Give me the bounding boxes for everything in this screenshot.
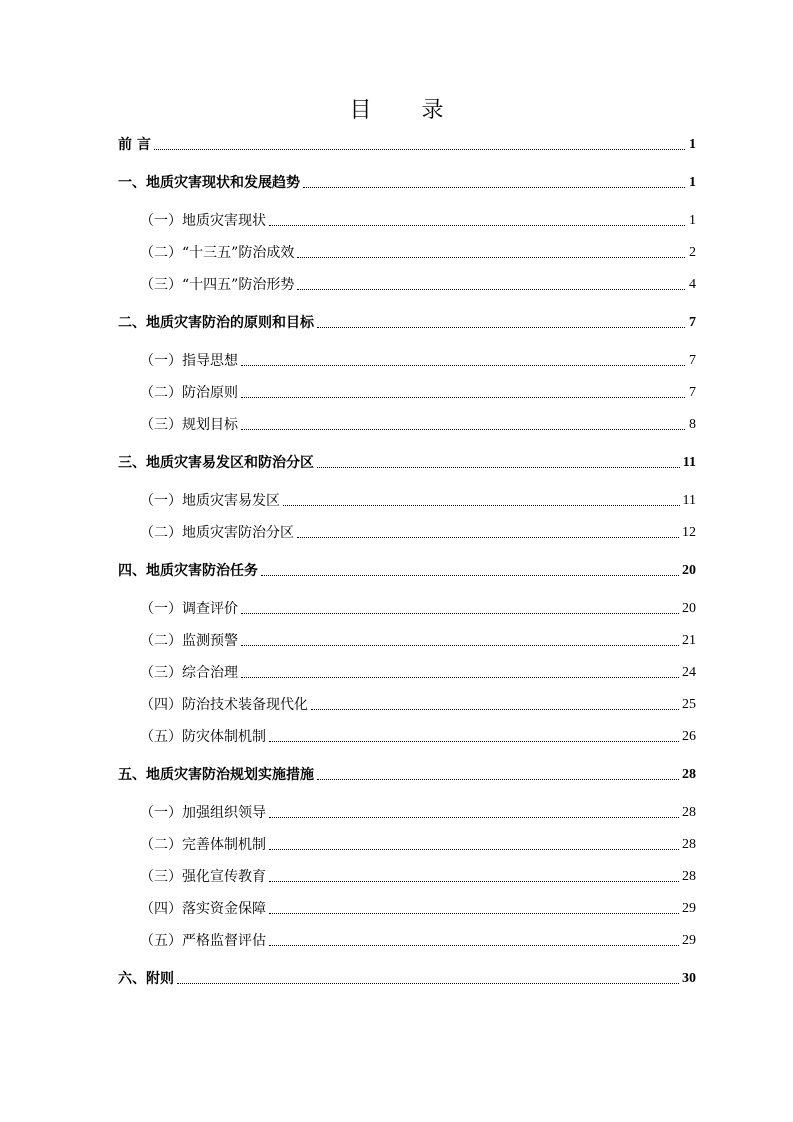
toc-entry-label: 一、地质灾害现状和发展趋势	[118, 175, 300, 191]
toc-chapter-entry[interactable]	[118, 448, 696, 472]
toc-entry-label: （一）指导思想	[140, 353, 238, 369]
toc-section-entry[interactable]	[118, 658, 696, 682]
toc-entry-page-number: 29	[682, 933, 696, 948]
toc-entry-page-number: 28	[682, 837, 696, 852]
toc-entry-page-number: 1	[689, 137, 696, 152]
toc-section-entry[interactable]	[118, 238, 696, 262]
toc-dot-leader	[269, 944, 679, 946]
toc-section-entry[interactable]	[118, 270, 696, 294]
toc-entry-page-number: 8	[689, 417, 696, 432]
toc-chapter-entry[interactable]	[118, 760, 696, 784]
toc-section-entry[interactable]	[118, 346, 696, 370]
toc-dot-leader	[269, 848, 679, 850]
toc-entry-page-number: 11	[682, 493, 696, 508]
toc-dot-leader	[241, 612, 679, 614]
toc-section-entry[interactable]	[118, 626, 696, 650]
toc-entry-page-number: 28	[682, 767, 696, 782]
toc-entry-label: 三、地质灾害易发区和防治分区	[118, 455, 314, 471]
toc-dot-leader	[241, 676, 679, 678]
toc-entry-label: （一）加强组织领导	[140, 805, 266, 821]
toc-entry-page-number: 12	[682, 525, 696, 540]
toc-chapter-entry[interactable]	[118, 130, 696, 154]
toc-entry-page-number: 1	[689, 213, 696, 228]
toc-entry-label: （二）“十三五”防治成效	[140, 245, 295, 261]
toc-dot-leader	[154, 148, 685, 150]
toc-entry-label: 五、地质灾害防治规划实施措施	[118, 767, 314, 783]
toc-section-entry[interactable]	[118, 378, 696, 402]
toc-dot-leader	[241, 364, 685, 366]
toc-entry-page-number: 24	[682, 665, 696, 680]
toc-title	[0, 96, 793, 126]
toc-dot-leader	[317, 326, 685, 328]
toc-entry-label: （二）防治原则	[140, 385, 238, 401]
toc-entry-page-number: 26	[682, 729, 696, 744]
toc-entry-label: （五）严格监督评估	[140, 933, 266, 949]
toc-chapter-entry[interactable]	[118, 308, 696, 332]
toc-entry-page-number: 30	[682, 971, 696, 986]
toc-section-entry[interactable]	[118, 410, 696, 434]
toc-entry-page-number: 7	[689, 315, 696, 330]
toc-entry-label: （一）地质灾害易发区	[140, 493, 280, 509]
toc-entry-page-number: 20	[682, 601, 696, 616]
toc-section-entry[interactable]	[118, 486, 696, 510]
toc-section-entry[interactable]	[118, 798, 696, 822]
toc-dot-leader	[177, 982, 679, 984]
toc-section-entry[interactable]	[118, 690, 696, 714]
toc-entry-label: 二、地质灾害防治的原则和目标	[118, 315, 314, 331]
toc-entry-page-number: 20	[682, 563, 696, 578]
toc-entry-label: （三）综合治理	[140, 665, 238, 681]
toc-entry-label: （四）落实资金保障	[140, 901, 266, 917]
toc-chapter-entry[interactable]	[118, 964, 696, 988]
toc-entry-label: （二）地质灾害防治分区	[140, 525, 294, 541]
toc-entry-page-number: 28	[682, 869, 696, 884]
toc-entry-label: （二）监测预警	[140, 633, 238, 649]
toc-entry-label: 六、附则	[118, 971, 174, 987]
toc-dot-leader	[297, 288, 685, 290]
toc-chapter-entry[interactable]	[118, 168, 696, 192]
toc-dot-leader	[269, 912, 679, 914]
toc-entry-page-number: 11	[682, 455, 696, 470]
toc-title-char-1: 目	[349, 98, 372, 123]
toc-entry-page-number: 28	[682, 805, 696, 820]
toc-entry-label: 前 言	[118, 137, 151, 153]
toc-dot-leader	[317, 466, 680, 468]
toc-dot-leader	[303, 186, 685, 188]
toc-dot-leader	[269, 740, 679, 742]
toc-entry-label: 四、地质灾害防治任务	[118, 563, 258, 579]
toc-dot-leader	[241, 644, 679, 646]
toc-section-entry[interactable]	[118, 518, 696, 542]
toc-entry-page-number: 25	[682, 697, 696, 712]
toc-entry-label: （五）防灾体制机制	[140, 729, 266, 745]
toc-entry-page-number: 2	[689, 245, 696, 260]
toc-entry-page-number: 21	[682, 633, 696, 648]
toc-entry-page-number: 4	[689, 277, 696, 292]
toc-section-entry[interactable]	[118, 894, 696, 918]
toc-section-entry[interactable]	[118, 830, 696, 854]
toc-section-entry[interactable]	[118, 722, 696, 746]
toc-dot-leader	[311, 708, 679, 710]
toc-entry-label: （二）完善体制机制	[140, 837, 266, 853]
toc-dot-leader	[283, 504, 680, 506]
toc-section-entry[interactable]	[118, 594, 696, 618]
toc-chapter-entry[interactable]	[118, 556, 696, 580]
toc-dot-leader	[241, 396, 685, 398]
toc-section-entry[interactable]	[118, 206, 696, 230]
toc-dot-leader	[269, 224, 685, 226]
toc-dot-leader	[269, 880, 679, 882]
toc-entry-label: （三）规划目标	[140, 417, 238, 433]
toc-dot-leader	[297, 256, 685, 258]
toc-entry-label: （一）地质灾害现状	[140, 213, 266, 229]
toc-entry-label: （三）强化宣传教育	[140, 869, 266, 885]
toc-entry-page-number: 7	[689, 385, 696, 400]
toc-entry-label: （三）“十四五”防治形势	[140, 277, 295, 293]
toc-entry-page-number: 7	[689, 353, 696, 368]
toc-dot-leader	[269, 816, 679, 818]
toc-entry-label: （一）调查评价	[140, 601, 238, 617]
toc-title-char-2: 录	[421, 98, 444, 123]
toc-entry-label: （四）防治技术装备现代化	[140, 697, 308, 713]
toc-section-entry[interactable]	[118, 926, 696, 950]
toc-section-entry[interactable]	[118, 862, 696, 886]
toc-dot-leader	[241, 428, 685, 430]
toc-entry-page-number: 29	[682, 901, 696, 916]
toc-dot-leader	[297, 536, 679, 538]
toc-dot-leader	[261, 574, 679, 576]
toc-dot-leader	[317, 778, 679, 780]
toc-entry-page-number: 1	[689, 175, 696, 190]
